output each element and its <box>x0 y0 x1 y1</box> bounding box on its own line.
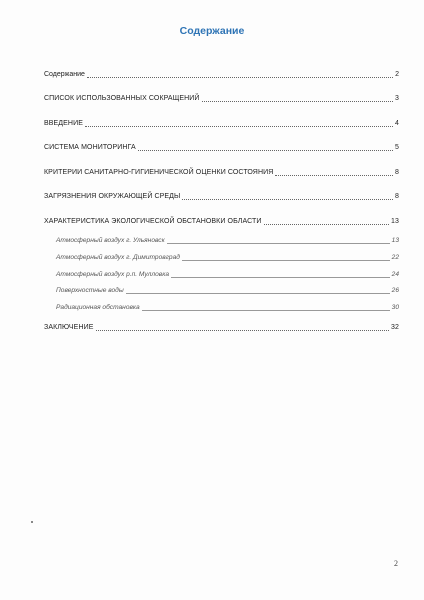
toc-entry-label: Содержание <box>44 71 85 78</box>
page-number: 2 <box>394 559 398 568</box>
toc-leader-line <box>142 310 390 311</box>
toc-leader-line <box>182 260 390 261</box>
toc-entry-page: 24 <box>391 271 399 278</box>
toc-leader-line <box>126 293 390 294</box>
toc-leader-dots <box>85 126 393 127</box>
toc-entry-label: Радиационная обстановка <box>56 304 140 311</box>
toc-entry-label: КРИТЕРИИ САНИТАРНО-ГИГИЕНИЧЕСКОЙ ОЦЕНКИ СОСТОЯНИЯ <box>44 169 274 176</box>
toc-entry-page: 22 <box>391 254 399 261</box>
toc-subentry-air-ulyanovsk[interactable] <box>56 234 399 246</box>
toc-entry-monitoring-system[interactable] <box>44 141 399 153</box>
toc-entry-page: 4 <box>395 120 399 127</box>
toc-leader-line <box>171 277 390 278</box>
toc-entry-label: ВВЕДЕНИЕ <box>44 120 83 127</box>
toc-entry-criteria[interactable] <box>44 166 399 178</box>
toc-subentry-air-dimitrovgrad[interactable] <box>56 251 399 263</box>
toc-entry-label: ХАРАКТЕРИСТИКА ЭКОЛОГИЧЕСКОЙ ОБСТАНОВКИ ОБЛАСТИ <box>44 218 262 225</box>
toc-entry-label: Поверхностные воды <box>56 287 124 294</box>
toc-entry-label: Атмосферный воздух г. Ульяновск <box>56 237 165 244</box>
toc-entry-abbreviations[interactable] <box>44 92 399 104</box>
toc-entry-page: 26 <box>391 287 399 294</box>
toc-entry-contents[interactable] <box>44 68 399 80</box>
toc-entry-page: 13 <box>391 237 399 244</box>
toc-leader-dots <box>202 101 393 102</box>
toc-entry-page: 13 <box>391 218 399 225</box>
toc-entry-label: ЗАГРЯЗНЕНИЯ ОКРУЖАЮЩЕЙ СРЕДЫ <box>44 193 181 200</box>
toc-subentry-radiation[interactable] <box>56 301 399 313</box>
toc-entry-page: 30 <box>391 304 399 311</box>
toc-entry-page: 8 <box>395 193 399 200</box>
toc-entry-ecological-situation[interactable] <box>44 215 399 227</box>
toc-leader-dots <box>138 150 393 151</box>
toc-leader-dots <box>96 330 390 331</box>
toc-entry-page: 3 <box>395 95 399 102</box>
toc-entry-page: 5 <box>395 144 399 151</box>
toc-entry-conclusion[interactable] <box>44 321 399 333</box>
page-title: Содержание <box>179 25 245 37</box>
toc-leader-dots <box>275 175 393 176</box>
toc-entry-page: 2 <box>395 71 399 78</box>
toc-entry-label: ЗАКЛЮЧЕНИЕ <box>44 324 94 331</box>
toc-entry-page: 8 <box>395 169 399 176</box>
toc-leader-dots <box>182 199 393 200</box>
toc-leader-line <box>167 243 390 244</box>
toc-entry-label: СИСТЕМА МОНИТОРИНГА <box>44 144 136 151</box>
toc-subentry-surface-water[interactable] <box>56 284 399 296</box>
toc-entry-pollution[interactable] <box>44 190 399 202</box>
scan-speck <box>31 521 33 523</box>
toc-entry-page: 32 <box>391 324 399 331</box>
toc-leader-dots <box>87 77 393 78</box>
toc-entry-label: Атмосферный воздух р.п. Мулловка <box>56 271 169 278</box>
toc-subentry-air-mullovka[interactable] <box>56 268 399 280</box>
toc-leader-dots <box>264 224 389 225</box>
toc-entry-label: СПИСОК ИСПОЛЬЗОВАННЫХ СОКРАЩЕНИЙ <box>44 95 200 102</box>
toc-entry-label: Атмосферный воздух г. Димитровград <box>56 254 180 261</box>
toc-entry-introduction[interactable] <box>44 117 399 129</box>
